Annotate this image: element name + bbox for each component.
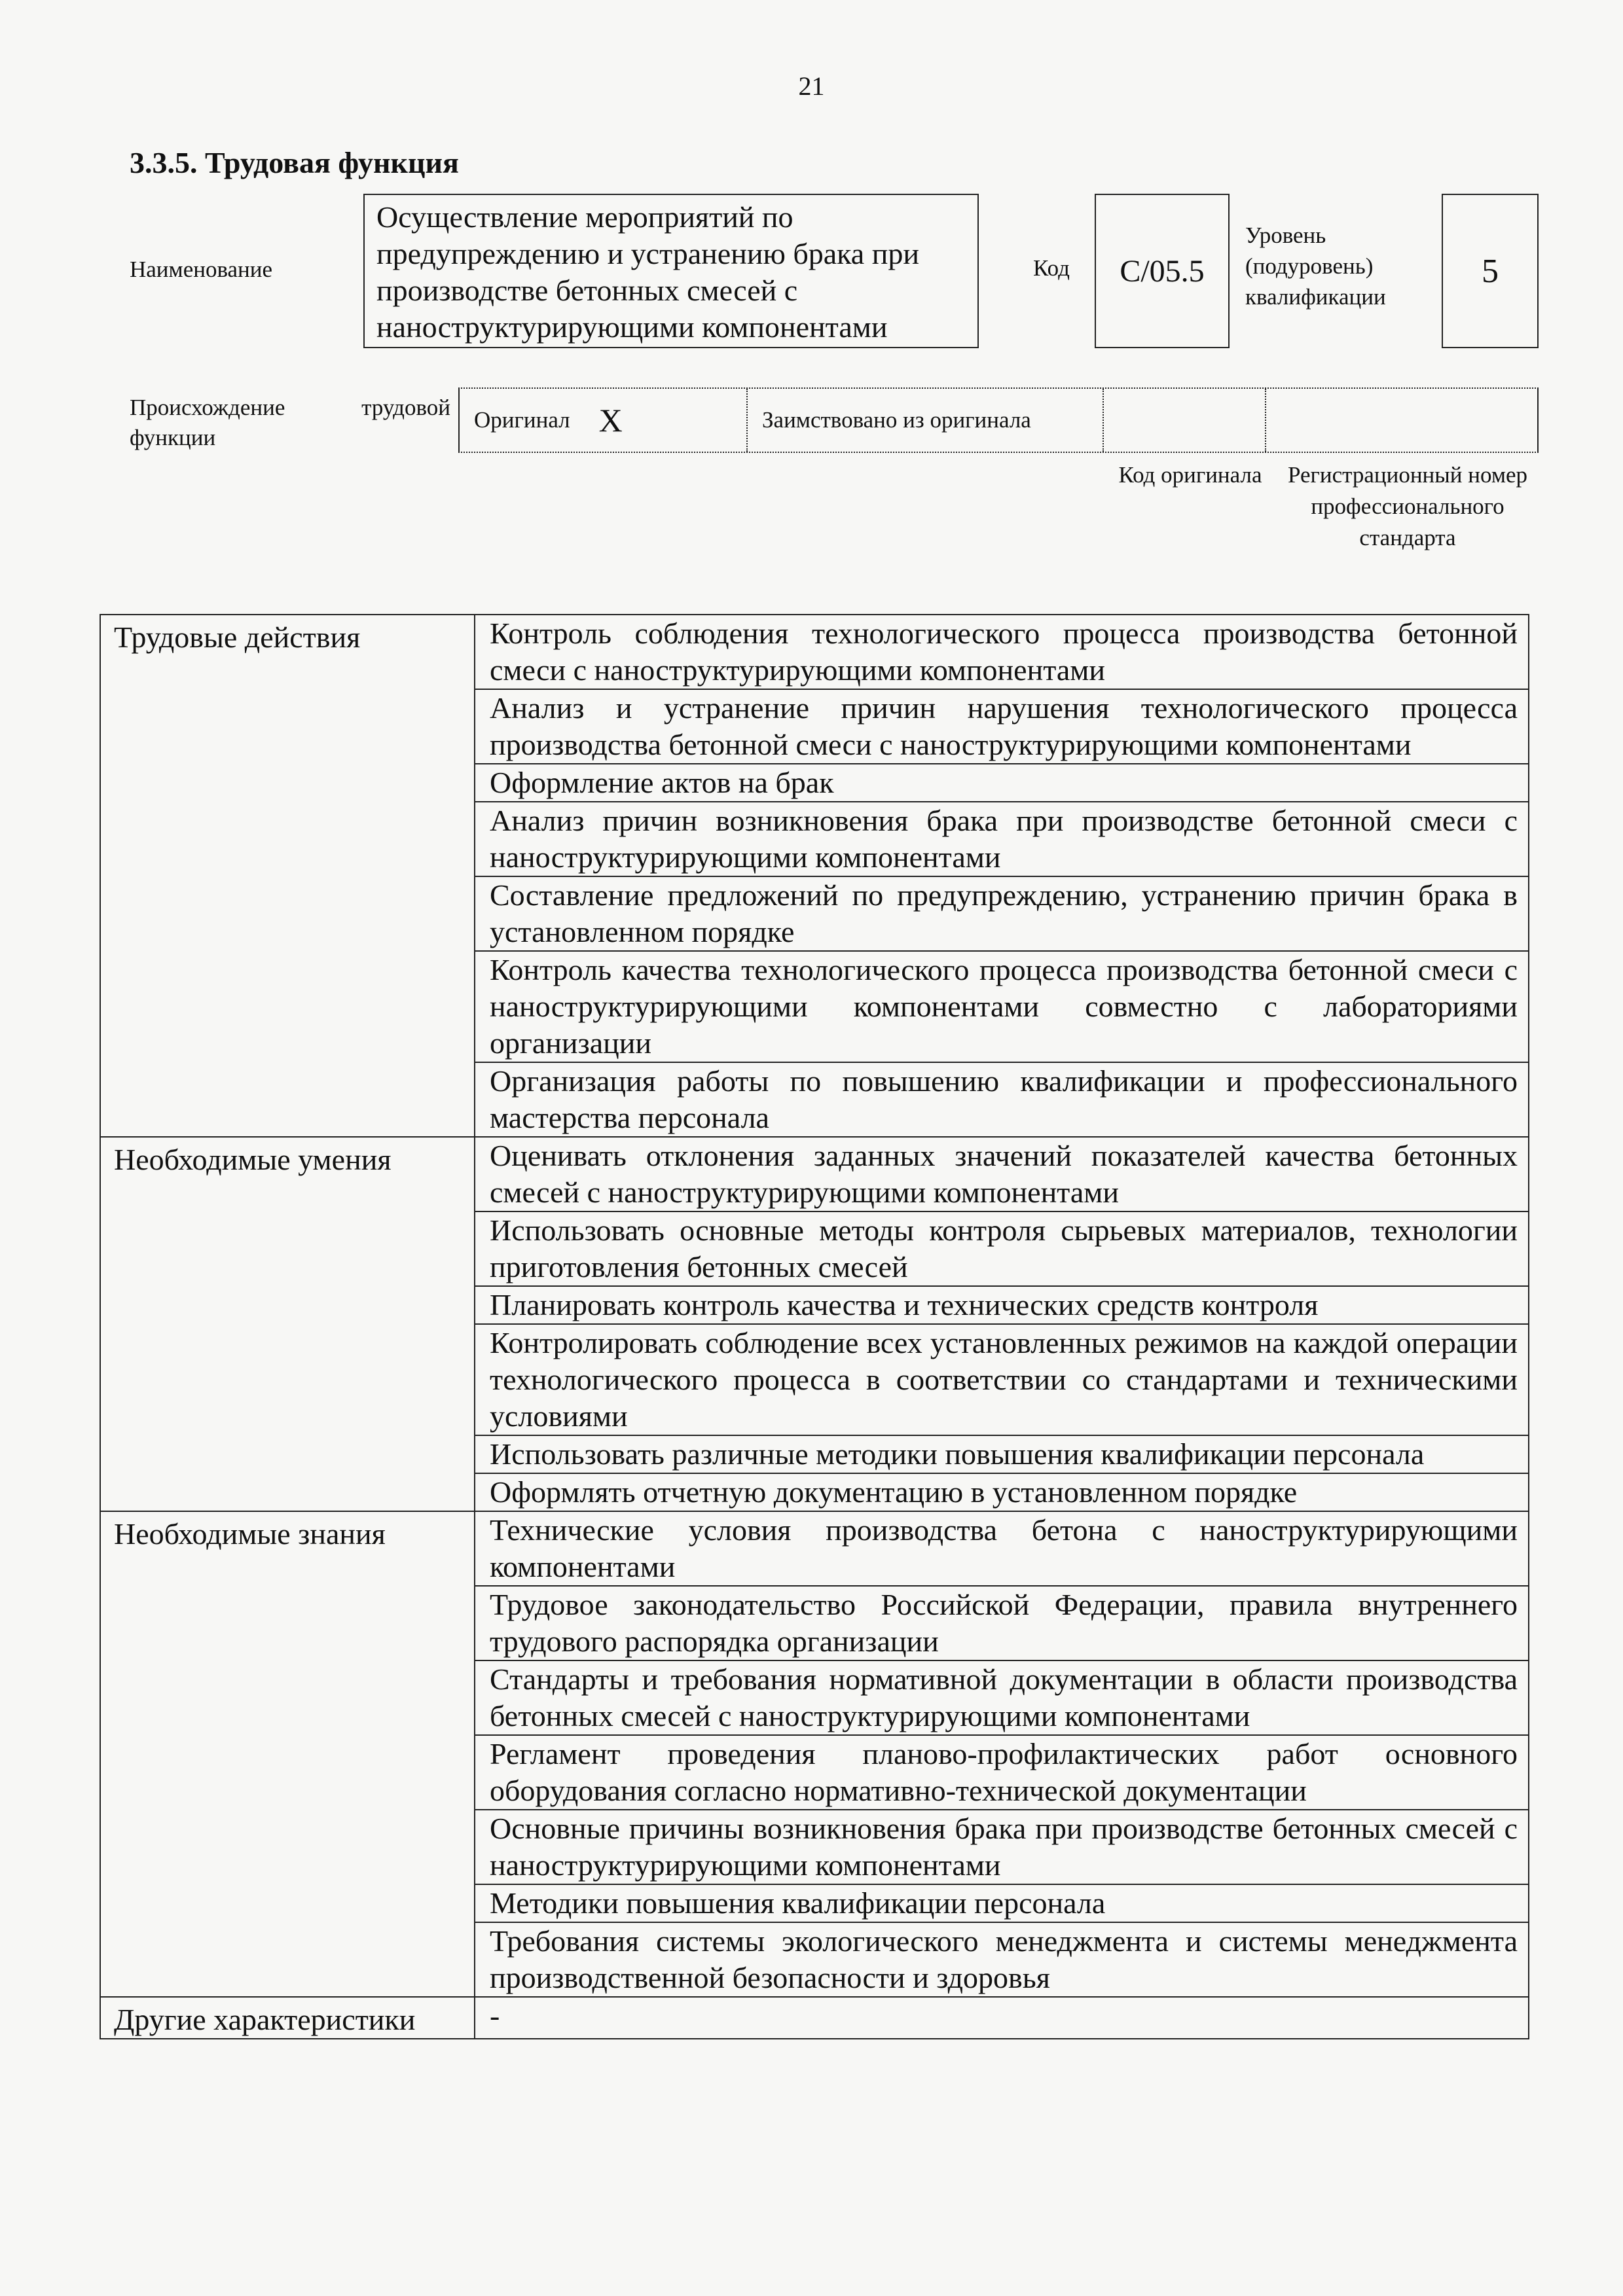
- borrowed-label: Заимствовано из оригинала: [762, 407, 1031, 433]
- name-label: Наименование: [130, 257, 273, 282]
- page-number: 21: [798, 71, 825, 101]
- function-details-table: [100, 614, 1529, 2039]
- registration-number-caption: Регистрационный номер профессионального стандарта: [1287, 462, 1528, 550]
- list-item: Регламент проведения планово-профилактических работ основного оборудования согласно нормативно-технической документации: [475, 1736, 1528, 1810]
- list-item: Контроль соблюдения технологического процесса производства бетонной смеси с наноструктурирующими компонентами: [475, 615, 1528, 690]
- list-item: Контролировать соблюдение всех установленных режимов на каждой операции технологического процесса в соответствии со стандартами и техническими условиями: [475, 1325, 1528, 1436]
- category-cell: Необходимые умения: [100, 1137, 475, 1511]
- table-row: [100, 615, 1529, 1137]
- code-box: C/05.5: [1095, 194, 1230, 348]
- items-cell: [475, 1137, 1529, 1511]
- list-item: Оценивать отклонения заданных значений показателей качества бетонных смесей с наноструктурирующими компонентами: [475, 1138, 1528, 1212]
- origin-row: [458, 387, 1539, 453]
- origin-label: Происхождение трудовой функции: [130, 395, 450, 450]
- table-row: [100, 1997, 1529, 2039]
- list-item: Оформлять отчетную документацию в установленном порядке: [490, 1475, 1298, 1509]
- list-item: Требования системы экологического менеджмента и системы менеджмента производственной безопасности и здоровья: [490, 1924, 1518, 1994]
- items-cell: [475, 1997, 1529, 2039]
- level-box: 5: [1442, 194, 1539, 348]
- list-item: Составление предложений по предупреждению, устранению причин брака в установленном порядке: [475, 877, 1528, 952]
- list-item: Использовать основные методы контроля сырьевых материалов, технологии приготовления бетонных смесей: [475, 1212, 1528, 1287]
- list-item: Технические условия производства бетона с наноструктурирующими компонентами: [475, 1512, 1528, 1587]
- code-label: Код: [1033, 255, 1070, 281]
- list-item: Методики повышения квалификации персонала: [475, 1885, 1528, 1923]
- function-name-box: Осуществление мероприятий по предупреждению и устранению брака при производстве бетонных смесей с наноструктурирующими компонентами: [363, 194, 979, 348]
- table-row: [100, 1511, 1529, 1997]
- section-title: 3.3.5. Трудовая функция: [130, 146, 459, 179]
- origin-borrowed-cell: [748, 389, 1104, 452]
- items-cell: [475, 615, 1529, 1137]
- original-check-mark: X: [598, 402, 623, 439]
- list-item: Основные причины возникновения брака при производстве бетонных смесей с наноструктурирующими компонентами: [475, 1810, 1528, 1885]
- category-cell: Другие характеристики: [100, 1997, 475, 2039]
- origin-original-cell: [460, 389, 748, 452]
- list-item: Планировать контроль качества и технических средств контроля: [475, 1287, 1528, 1325]
- level-label: Уровень (подуровень) квалификации: [1245, 223, 1386, 310]
- list-item: Оформление актов на брак: [475, 764, 1528, 802]
- list-item: Анализ и устранение причин нарушения технологического процесса производства бетонной смеси с наноструктурирующими компонентами: [475, 690, 1528, 764]
- origin-reg-number-cell: [1266, 389, 1540, 452]
- list-item: Стандарты и требования нормативной документации в области производства бетонных смесей с наноструктурирующими компонентами: [475, 1661, 1528, 1736]
- table-row: [100, 1137, 1529, 1511]
- original-label: Оригинал: [474, 407, 570, 433]
- list-item: Трудовое законодательство Российской Федерации, правила внутреннего трудового распорядка организации: [475, 1587, 1528, 1661]
- code-original-caption: Код оригинала: [1118, 462, 1262, 488]
- items-cell: [475, 1511, 1529, 1997]
- list-item: Анализ причин возникновения брака при производстве бетонной смеси с наноструктурирующими компонентами: [475, 802, 1528, 877]
- origin-code-cell: [1104, 389, 1266, 452]
- category-cell: Трудовые действия: [100, 615, 475, 1137]
- category-cell: Необходимые знания: [100, 1511, 475, 1997]
- list-item: -: [490, 1999, 500, 2032]
- list-item: Организация работы по повышению квалификации и профессионального мастерства персонала: [490, 1064, 1518, 1134]
- list-item: Контроль качества технологического процесса производства бетонной смеси с наноструктурирующими компонентами совместно с лабораториями организации: [475, 952, 1528, 1063]
- list-item: Использовать различные методики повышения квалификации персонала: [475, 1436, 1528, 1474]
